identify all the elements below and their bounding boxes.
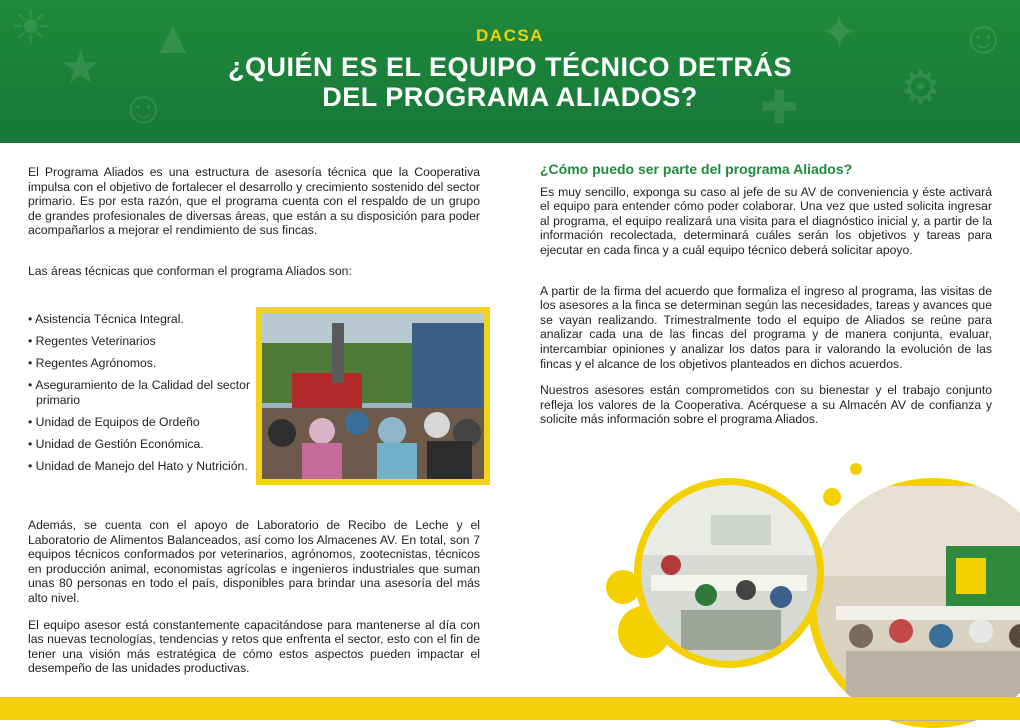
right-column: [540, 162, 992, 439]
page-title: [0, 52, 1020, 112]
support-paragraph: Además, se cuenta con el apoyo de Laboratorio de Recibo de Leche y el Laboratorio de Alimentos Balanceados, así como los Almacenes AV. En total, son 7 equipos técnicos conformados por veterinarios, agrónomos, zootecnistas, técnicos en producción animal, economistas agrícolas e ingenieros industriales que suman unas 80 personas en todo el país, disponibles para brindar una asesoría del más alto nivel.: [28, 518, 480, 605]
list-item: • Unidad de Gestión Económica.: [28, 437, 250, 452]
list-item: • Aseguramiento de la Calidad del sector primario: [28, 378, 250, 407]
list-item: • Unidad de Manejo del Hato y Nutrición.: [28, 459, 250, 474]
list-item: • Regentes Veterinarios: [28, 334, 250, 349]
list-item: • Regentes Agrónomos.: [28, 356, 250, 371]
commitment-paragraph: Nuestros asesores están comprometidos con su bienestar y el trabajo conjunto refleja los valores de la Cooperativa. Acérquese a su Almacén AV de confianza y solicite más información sobre el programa Aliados.: [540, 383, 992, 427]
how-to-paragraph: Es muy sencillo, exponga su caso al jefe de su AV de conveniencia y éste activará el equipo para entender cómo poder colaborar. Una vez que usted solicita ingresar al programa, el equipo realizará una visita para el diagnóstico inicial y, a partir de la información recolectada, determinará cuáles serán los objetivos y tareas para ejecutar en cada finca y a cuál equipo técnico deberá solicitar apoyo.: [540, 184, 992, 257]
medal-icon: ★: [60, 41, 102, 93]
title-line-1: ¿QUIÉN ES EL EQUIPO TÉCNICO DETRÁS: [227, 52, 793, 82]
intro-paragraph: El Programa Aliados es una estructura de asesoría técnica que la Cooperativa impulsa con el objetivo de fortalecer el desarrollo y crecimiento sostenido del sector primario. Es por esta razón, que el programa cuenta con el respaldo de un grupo de grandes profesionales de diversas áreas, que están a su disposición para poder acompañarlos a mejorar el rendimiento de sus fincas.: [28, 165, 480, 238]
left-lower-column: [28, 518, 480, 688]
field-photo-frame: [256, 307, 490, 485]
people-icon: ☺: [120, 81, 167, 133]
list-item: • Asistencia Técnica Integral.: [28, 312, 250, 327]
meeting-photo-frame-large: [808, 478, 1020, 728]
header-banner: [0, 0, 1020, 143]
title-line-2: DEL PROGRAMA ALIADOS?: [322, 82, 698, 112]
agreement-paragraph: A partir de la firma del acuerdo que formaliza el ingreso al programa, las visitas de los asesores a la finca se determinan según las necesidades, tareas y avances que se vayan realizando. Trimestralmente todo el equipo de Aliados se reúne para analizar cada una de las fincas del programa y de manera conjunta, evaluar, intercambiar opiniones y analizar los datos para ir valorando la evolución de las fincas y el alcance de los objetivos planteados en dichos acuerdos.: [540, 283, 992, 371]
people-icon: ☺: [960, 11, 1007, 63]
megaphone-icon: ✦: [820, 6, 859, 58]
lightbulb-icon: ☀: [10, 1, 52, 53]
meeting-photo-frame-small: [634, 478, 824, 668]
chart-icon: ▲: [150, 11, 196, 63]
list-item: • Unidad de Equipos de Ordeño: [28, 415, 250, 430]
meeting-photo-large: [816, 486, 1020, 728]
decorative-dot: [850, 463, 862, 475]
header-kicker: DACSA: [476, 26, 544, 45]
areas-intro: Las áreas técnicas que conforman el programa Aliados son:: [28, 263, 352, 278]
pin-icon: ✚: [760, 81, 799, 133]
meeting-photo-small: [641, 485, 817, 661]
gear-icon: ⚙: [900, 61, 942, 113]
areas-list: [28, 312, 250, 481]
footer-bar: [0, 697, 1020, 720]
section-heading: ¿Cómo puedo ser parte del programa Aliados?: [540, 161, 853, 177]
training-paragraph: El equipo asesor está constantemente capacitándose para mantenerse al día con las nuevas tecnologías, tendencias y retos que enfrenta el sector, esto con el fin de tener una visión más estratégica de cómo estos aspectos pueden impactar el desempeño de las unidades productivas.: [28, 617, 480, 676]
field-photo: [262, 313, 484, 479]
left-column: [28, 165, 480, 291]
